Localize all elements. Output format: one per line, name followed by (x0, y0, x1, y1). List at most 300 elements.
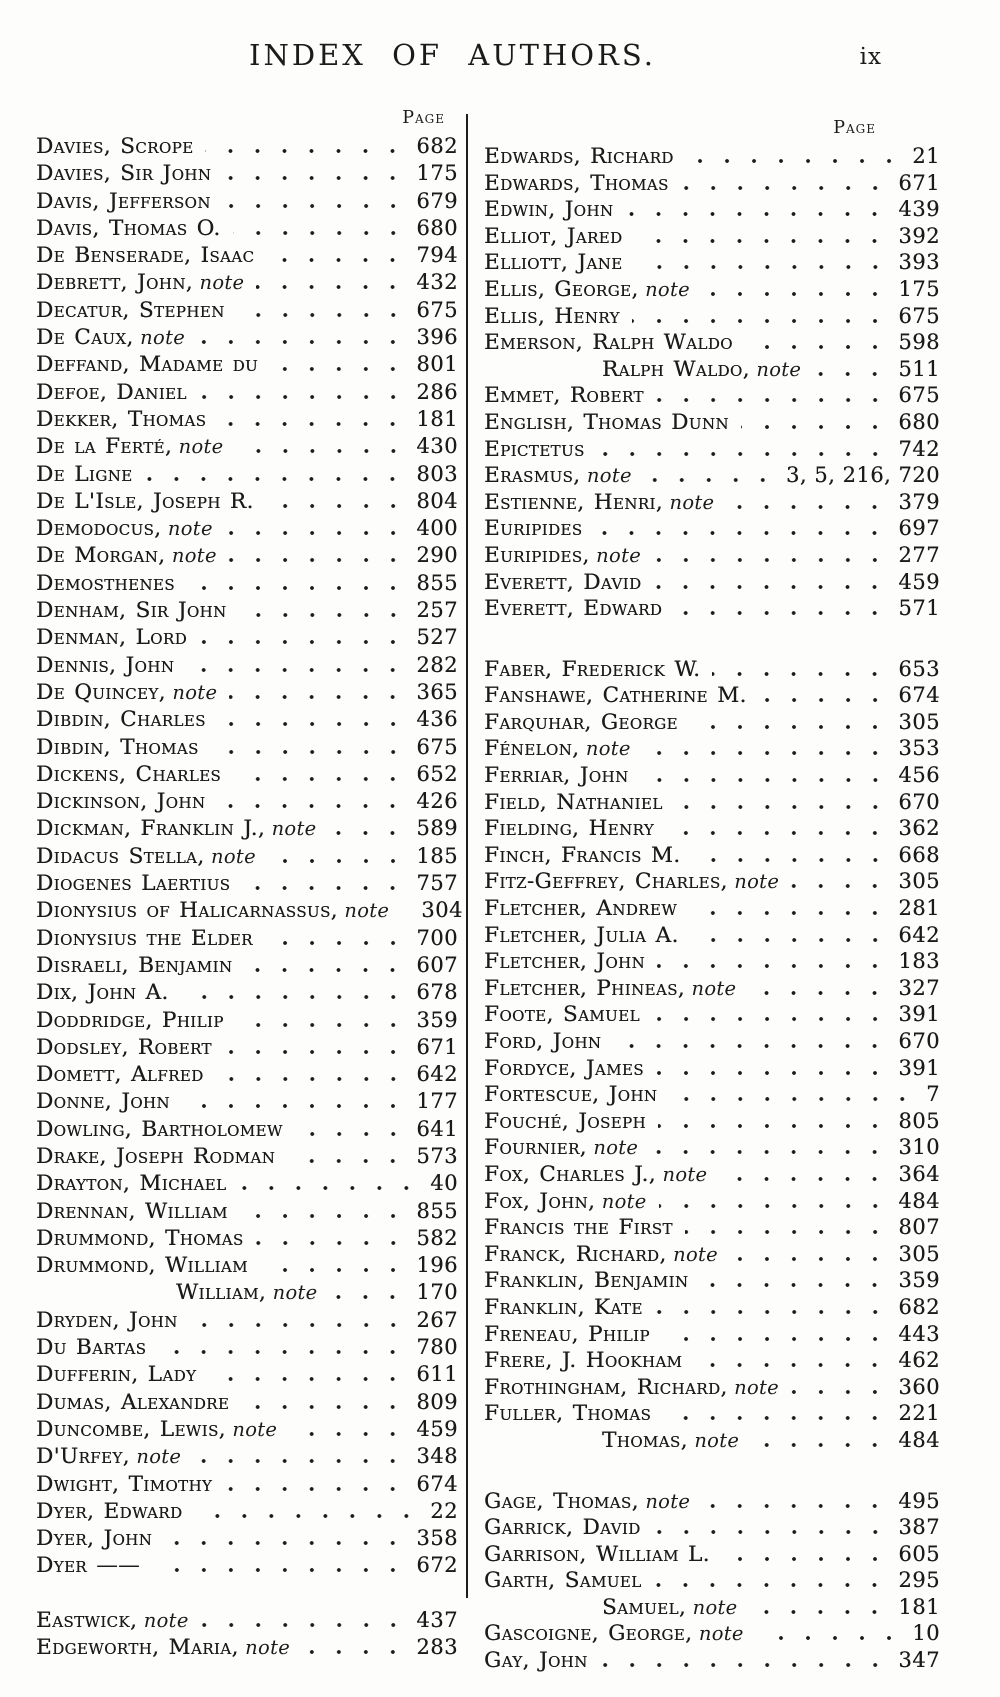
dot-leader (694, 1363, 888, 1367)
dot-leader (199, 640, 406, 644)
dot-leader (268, 859, 407, 863)
dot-leader (666, 831, 888, 835)
dot-leader (244, 968, 406, 972)
dot-leader (229, 695, 406, 699)
note-marker: note (638, 277, 690, 301)
dot-leader (722, 1557, 889, 1561)
page-number: 360 (898, 1374, 940, 1399)
dot-leader (652, 1017, 889, 1021)
author-name: Finch, Francis M. (484, 842, 681, 868)
index-entry (484, 542, 940, 569)
author-name: Donne, John (36, 1089, 170, 1115)
author-name: De Caux, (36, 325, 134, 351)
index-entry (484, 489, 940, 516)
dot-leader (719, 1177, 888, 1181)
page-number: 185 (416, 843, 458, 868)
dot-leader (260, 1268, 407, 1272)
page-column-header: Page (833, 118, 876, 138)
page-number: 387 (898, 1515, 940, 1540)
index-entry (36, 1307, 458, 1334)
page-number: 484 (898, 1427, 940, 1452)
page-number: 582 (416, 1225, 458, 1250)
index-entry (176, 1279, 458, 1306)
note-marker: note (204, 844, 256, 868)
index-entry (602, 1427, 940, 1454)
page-number: 286 (416, 379, 458, 404)
author-name: Erasmus, (484, 463, 581, 489)
author-name: Samuel, (602, 1594, 687, 1620)
page-number: 365 (416, 679, 458, 704)
dot-leader (239, 613, 407, 617)
note-marker: note (238, 1636, 291, 1660)
dot-leader (748, 991, 888, 995)
dot-leader (229, 558, 407, 562)
author-name: Fox, John, (484, 1188, 596, 1214)
dot-leader (749, 1610, 888, 1614)
dot-leader (152, 1568, 406, 1572)
index-entry (36, 297, 458, 324)
dot-leader (700, 1283, 888, 1287)
index-entry (36, 242, 458, 269)
author-name: Franklin, Benjamin (484, 1268, 689, 1294)
author-name: Dickinson, John (36, 789, 206, 815)
dot-leader (685, 1230, 889, 1234)
dot-leader (663, 1416, 888, 1420)
page-number: 391 (898, 1002, 940, 1027)
dot-leader (644, 478, 776, 482)
page-number: 652 (416, 761, 458, 786)
dot-leader (181, 995, 407, 999)
author-name: Fletcher, Phineas, (484, 975, 685, 1001)
note-marker: note (749, 357, 802, 381)
page-number: 757 (416, 871, 458, 896)
author-name: Duncombe, Lewis, (36, 1416, 226, 1442)
index-entry (484, 436, 940, 463)
author-name: Dionysius the Elder (36, 925, 253, 951)
dot-leader (236, 449, 407, 453)
dot-leader (223, 204, 407, 208)
dot-leader (635, 265, 889, 269)
page-number: 290 (416, 543, 458, 568)
index-entry (484, 1161, 940, 1188)
page-number: 181 (898, 1594, 940, 1619)
page-number: 680 (416, 215, 458, 240)
page-number: 392 (898, 223, 940, 248)
page-number: 456 (898, 763, 940, 788)
index-entry (36, 1334, 458, 1361)
dot-leader (597, 452, 889, 456)
author-name: Disraeli, Benjamin (36, 952, 233, 978)
index-entry (36, 1034, 458, 1061)
author-name: Deffand, Madame du (36, 352, 259, 378)
dot-leader (216, 1077, 407, 1081)
index-entry (36, 1170, 458, 1197)
dot-leader (186, 668, 406, 672)
note-marker: note (579, 737, 631, 761)
dot-leader (225, 531, 407, 535)
note-marker: note (165, 680, 218, 704)
dot-leader (632, 319, 889, 323)
author-name: Edwards, Thomas (484, 170, 669, 196)
dot-leader (669, 1097, 916, 1101)
dot-leader (233, 231, 407, 235)
dot-leader (702, 292, 888, 296)
note-marker: note (580, 464, 632, 488)
page-number: 675 (416, 297, 458, 322)
index-entry (36, 1007, 458, 1034)
index-entry (484, 462, 940, 489)
note-marker: note (192, 271, 245, 295)
dot-leader (223, 176, 406, 180)
dot-leader (641, 778, 889, 782)
author-name: Everett, Edward (484, 596, 663, 622)
author-name: Davies, Sir John (36, 161, 212, 187)
dot-leader (201, 1623, 407, 1627)
author-name: Ferriar, John (484, 763, 629, 789)
author-name: Dickman, Franklin J., (36, 816, 266, 842)
note-marker: note (133, 326, 186, 350)
dot-leader (208, 1377, 406, 1381)
dot-leader (401, 913, 411, 917)
note-marker: note (687, 1428, 740, 1452)
author-name: Franklin, Kate (484, 1294, 643, 1320)
author-name: Fuller, Thomas (484, 1401, 652, 1427)
page-number: 305 (898, 709, 940, 734)
note-marker: note (172, 435, 224, 459)
index-entry (36, 160, 458, 187)
note-marker: note (638, 1489, 691, 1513)
author-name: Debrett, John, (36, 270, 193, 296)
author-name: Dibdin, Thomas (36, 734, 199, 760)
page-number: 391 (898, 1055, 940, 1080)
page-number: 359 (416, 1007, 458, 1032)
page-column-header: Page (402, 108, 445, 128)
page-number: 805 (898, 1108, 940, 1133)
page-number: 607 (416, 952, 458, 977)
author-name: Denham, Sir John (36, 598, 227, 624)
page-number: 327 (898, 975, 940, 1000)
author-name: Dyer —— (36, 1553, 141, 1579)
page-number: 177 (416, 1089, 458, 1114)
dot-leader (594, 531, 888, 535)
dot-leader (218, 722, 407, 726)
author-name: Dumas, Alexandre (36, 1389, 230, 1415)
page-number: 430 (416, 434, 458, 459)
author-name: D'Urfey, (36, 1444, 130, 1470)
author-name: Demodocus, (36, 516, 162, 542)
index-entry (36, 897, 463, 924)
page-number: 7 (926, 1082, 940, 1107)
dot-leader (634, 239, 888, 243)
author-name: Defoe, Daniel (36, 379, 187, 405)
page-number: 295 (898, 1568, 940, 1593)
author-name: Dyer, John (36, 1526, 153, 1552)
index-entry (36, 324, 458, 351)
page-number: 682 (416, 134, 458, 158)
author-name: Ellis, George, (484, 276, 639, 302)
index-entry (602, 356, 940, 383)
index-entry (484, 1001, 940, 1028)
dot-leader (657, 964, 888, 968)
index-entry (484, 842, 940, 869)
dot-leader (328, 831, 406, 835)
dot-leader (681, 186, 889, 190)
index-entry (484, 1488, 940, 1515)
dot-leader (233, 777, 406, 781)
dot-leader (224, 1050, 407, 1054)
page-number: 679 (416, 188, 458, 213)
author-name: Euripides, (484, 542, 590, 568)
author-name: Fletcher, John (484, 949, 646, 975)
author-name: Emmet, Robert (484, 383, 644, 409)
index-entry (36, 1061, 458, 1088)
author-name: Drummond, William (36, 1253, 248, 1279)
dot-leader (759, 698, 889, 702)
dot-leader (653, 558, 888, 562)
index-entry (484, 975, 940, 1002)
page-number: 21 (912, 144, 940, 168)
author-name: Fénelon, (484, 736, 580, 762)
author-name: Faber, Frederick W. (484, 656, 701, 682)
dot-leader (656, 398, 889, 402)
index-entry (36, 351, 458, 378)
author-name: Field, Nathaniel (484, 789, 663, 815)
dot-leader (674, 611, 888, 615)
index-entry (36, 624, 458, 651)
dot-leader (164, 1541, 406, 1545)
author-name: Davies, Scrope (36, 134, 194, 159)
index-entry (36, 925, 458, 952)
dot-leader (656, 1071, 889, 1075)
dot-leader (218, 422, 406, 426)
index-entry (484, 762, 940, 789)
note-marker: note (595, 1189, 647, 1213)
author-name: Dwight, Timothy (36, 1471, 213, 1497)
index-entry (36, 1088, 458, 1115)
page-number: 304 (421, 898, 463, 923)
page-number: 484 (898, 1188, 940, 1213)
note-marker: note (685, 976, 737, 1000)
index-entry (36, 843, 458, 870)
dot-leader (265, 941, 407, 945)
index-entry (36, 215, 458, 242)
index-entry (36, 433, 458, 460)
dot-leader (791, 884, 888, 888)
dot-leader (256, 285, 406, 289)
index-entry (484, 1647, 940, 1674)
author-name: Freneau, Philip (484, 1321, 650, 1347)
index-entry (36, 188, 458, 215)
page-number: 668 (898, 842, 940, 867)
index-entry (484, 1081, 940, 1108)
dot-leader (756, 1636, 903, 1640)
author-name: Didacus Stella, (36, 843, 205, 869)
author-name: Fournier, (484, 1135, 587, 1161)
dot-leader (197, 340, 406, 344)
dot-leader (270, 367, 406, 371)
author-name: Dennis, John (36, 652, 175, 678)
index-entry (484, 1400, 940, 1427)
page-number: 700 (416, 925, 458, 950)
index-entries (36, 133, 463, 1662)
index-entry (36, 870, 458, 897)
dot-leader (691, 938, 889, 942)
page-number: 674 (416, 1471, 458, 1496)
author-name: Estienne, Henri, (484, 489, 663, 515)
note-marker: note (586, 1136, 639, 1160)
page-title: INDEX OF AUTHORS. (249, 38, 656, 72)
dot-leader (662, 1337, 889, 1341)
author-name: Fletcher, Julia A. (484, 922, 679, 948)
note-marker: note (727, 870, 780, 894)
dot-leader (751, 1443, 888, 1447)
page-number: 353 (898, 736, 940, 761)
page-number: 672 (416, 1553, 458, 1578)
dot-leader (730, 1257, 888, 1261)
author-name: Gage, Thomas, (484, 1488, 639, 1514)
index-entry (36, 1634, 458, 1661)
author-name: Eastwick, (36, 1608, 138, 1634)
note-marker: note (686, 1595, 738, 1619)
page-number: 642 (898, 922, 940, 947)
index-column-left (36, 106, 463, 1662)
page-number: 175 (898, 276, 940, 301)
index-entry (36, 515, 458, 542)
index-entry (36, 1361, 458, 1388)
page-number: 40 (430, 1171, 458, 1196)
page-number: 670 (898, 789, 940, 814)
page-number: 605 (898, 1541, 940, 1566)
page-number: 855 (416, 1198, 458, 1223)
note-marker: note (656, 1162, 708, 1186)
dot-leader (187, 586, 407, 590)
page-number: 359 (898, 1268, 940, 1293)
index-entry (484, 595, 940, 622)
page-number: 678 (416, 980, 458, 1005)
author-name: Dibdin, Charles (36, 707, 206, 733)
page-number: 364 (898, 1161, 940, 1186)
dot-leader (726, 505, 888, 509)
page-number: 807 (898, 1215, 940, 1240)
dot-leader (658, 1124, 888, 1128)
dot-leader (653, 1583, 888, 1587)
note-marker: note (727, 1375, 780, 1399)
page-number: 358 (416, 1526, 458, 1551)
index-entry (36, 734, 458, 761)
index-entry (484, 382, 940, 409)
index-entry (36, 1225, 458, 1252)
dot-leader (659, 1204, 889, 1208)
dot-leader (791, 1390, 888, 1394)
dot-leader (702, 1504, 888, 1508)
index-entry (36, 542, 458, 569)
index-entry (484, 1620, 940, 1647)
column-divider (466, 114, 468, 1598)
index-entry (36, 1416, 458, 1443)
author-name: Fordyce, James (484, 1055, 644, 1081)
dot-leader (236, 1023, 407, 1027)
index-entry (484, 656, 940, 683)
page-number: 804 (416, 488, 458, 513)
dot-leader (194, 1514, 420, 1518)
dot-leader (199, 395, 407, 399)
page-number: 282 (416, 652, 458, 677)
author-name: Ralph Waldo, (602, 356, 750, 382)
dot-leader (182, 1104, 406, 1108)
index-entry (484, 223, 940, 250)
author-name: Drennan, William (36, 1198, 228, 1224)
index-entry (36, 133, 458, 160)
page-number: 379 (898, 489, 940, 514)
index-entry (36, 1607, 458, 1634)
index-entry (484, 276, 940, 303)
page-number: 10 (912, 1621, 940, 1646)
index-entry (484, 1321, 940, 1348)
author-name: Ford, John (484, 1029, 602, 1054)
page-number: 347 (898, 1648, 940, 1673)
note-marker: note (692, 1622, 744, 1646)
index-entry (484, 1267, 940, 1294)
dot-leader (655, 1310, 889, 1314)
index-entry (484, 709, 940, 736)
dot-leader (675, 805, 889, 809)
dot-leader (741, 425, 889, 429)
author-name: English, Thomas Dunn (484, 409, 729, 435)
page-number: 400 (416, 516, 458, 541)
dot-leader (650, 1150, 888, 1154)
dot-leader (712, 672, 888, 676)
index-entry (484, 515, 940, 542)
dot-leader (686, 159, 903, 163)
index-entry (602, 1594, 940, 1621)
author-name: Dionysius of Halicarnassus, (36, 898, 338, 924)
author-name: Drake, Joseph Rodman (36, 1143, 276, 1169)
author-name: De Benserade, Isaac (36, 243, 255, 269)
page-number: 396 (416, 325, 458, 350)
page-number: 670 (898, 1029, 940, 1053)
author-name: Edgeworth, Maria, (36, 1635, 239, 1661)
author-name: Epictetus (484, 436, 585, 462)
dot-leader (205, 149, 406, 153)
page-number: 801 (416, 352, 458, 377)
index-entry (484, 1055, 940, 1082)
page-number: 641 (416, 1116, 458, 1141)
dot-leader (600, 1663, 889, 1667)
note-marker: note (161, 517, 213, 541)
index-entry (484, 409, 940, 436)
note-marker: note (666, 1242, 718, 1266)
dot-leader (266, 258, 406, 262)
page-number: 573 (416, 1143, 458, 1168)
page-number: 437 (416, 1608, 458, 1633)
author-name: Elliot, Jared (484, 223, 623, 249)
author-name: Edwards, Richard (484, 144, 674, 169)
page-number: 348 (416, 1444, 458, 1469)
index-entry (484, 789, 940, 816)
index-entry (484, 1514, 940, 1541)
index-entry (484, 1347, 940, 1374)
author-name: Frothingham, Richard, (484, 1374, 728, 1400)
index-entry (484, 948, 940, 975)
index-entry (36, 1443, 458, 1470)
author-name: Fanshawe, Catherine M. (484, 683, 747, 709)
page-number: 495 (898, 1488, 940, 1513)
page-number: 642 (416, 1062, 458, 1087)
author-name: Everett, David (484, 569, 642, 595)
dot-leader (256, 1241, 407, 1245)
index-entry (484, 170, 940, 197)
index-entry (36, 597, 458, 624)
